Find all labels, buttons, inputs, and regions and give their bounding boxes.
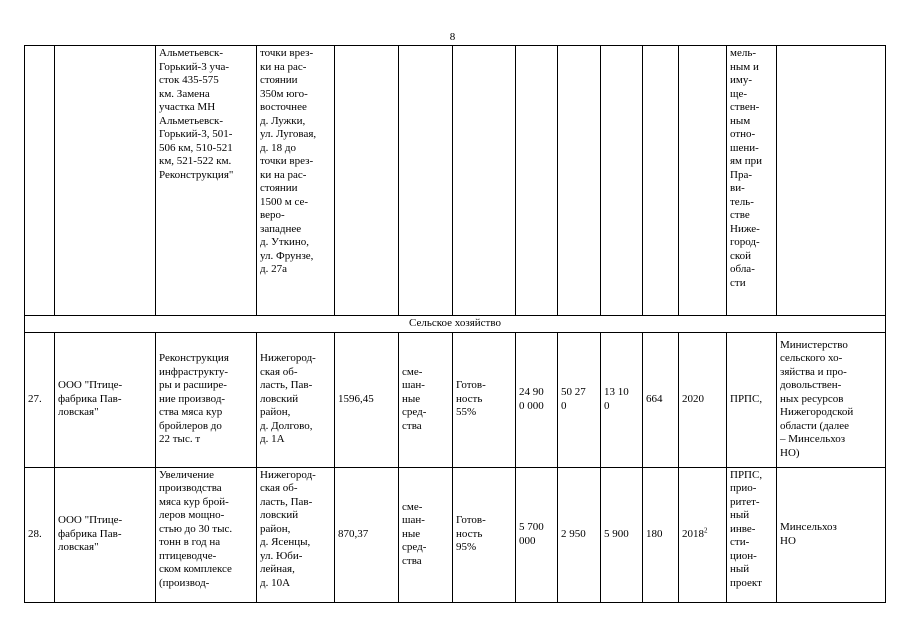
cell-investment: 24 90 0 000 [516,332,558,467]
cell-num [25,46,55,316]
cell-responsible: Минсельхоз НО [777,467,886,602]
cell-project: Реконструкция инфраструкту- ры и расшире- ние производ- ства мяса кур бройлеров до 22 тыс. т [156,332,257,467]
cell-jobs [643,46,679,316]
cell-readiness: Готов- ность 55% [453,332,516,467]
cell-area: 870,37 [335,467,399,602]
cell-value-2: 50 27 0 [558,332,601,467]
cell-funding: сме- шан- ные сред- ства [399,332,453,467]
cell-funding: сме- шан- ные сред- ства [399,467,453,602]
cell-location: Нижегород- ская об- ласть, Пав- ловский район, д. Долгово, д. 1А [257,332,335,467]
cell-value-3: 13 10 0 [601,332,643,467]
year-value: 2020 [682,392,704,405]
page-number: 8 [449,31,456,43]
cell-mechanism: мель- ным и иму- ще- ствен- ным отно- шени- ям при Пра- ви- тель- стве Ниже- город- ской обла- сти [727,46,777,316]
cell-mechanism: ПРПС, прио- ритет- ный инве- сти- цион- ный проект [727,467,777,602]
cell-year [679,332,727,467]
cell-area [335,46,399,316]
cell-responsible [777,46,886,316]
cell-mechanism: ПРПС, [727,332,777,467]
cell-jobs: 664 [643,332,679,467]
cell-value-3 [601,46,643,316]
cell-location: Нижегород- ская об- ласть, Пав- ловский район, д. Ясенцы, ул. Юби- лейная, д. 10А [257,467,335,602]
year-footnote: 2 [704,526,708,535]
cell-investment [516,46,558,316]
cell-readiness: Готов- ность 95% [453,467,516,602]
cell-value-2 [558,46,601,316]
cell-area: 1596,45 [335,332,399,467]
cell-company: ООО "Птице- фабрика Пав- ловская" [55,467,156,602]
cell-num: 28. [25,467,55,602]
cell-location: точки врез- ки на рас- стоянии 350м юго- восточнее д. Лужки, ул. Луговая, д. 18 до точки врез- ки на рас- стоянии 1500 м се- веро- западнее д. Уткино, ул. Фрунзе, д. 27а [257,46,335,316]
cell-year [679,467,727,602]
cell-company: ООО "Птице- фабрика Пав- ловская" [55,332,156,467]
cell-value-3: 5 900 [601,467,643,602]
cell-responsible: Министерство сельского хо- зяйства и про- довольствен- ных ресурсов Нижегородской области (далее – Минсельхоз НО) [777,332,886,467]
table-row [25,467,886,602]
cell-investment: 5 700 000 [516,467,558,602]
cell-year [679,46,727,316]
cell-value-2: 2 950 [558,467,601,602]
table-row [25,46,886,316]
year-value: 2018 [682,527,704,540]
cell-project: Увеличение производства мяса кур брой- леров мощно- стью до 30 тыс. тонн в год на птицеводче- ском комплексе (производ- [156,467,257,602]
cell-company [55,46,156,316]
cell-num: 27. [25,332,55,467]
cell-readiness [453,46,516,316]
section-title: Сельское хозяйство [25,316,886,333]
table-row [25,332,886,467]
cell-jobs: 180 [643,467,679,602]
investment-projects-table [24,45,886,603]
cell-project: Альметьевск- Горький-3 уча- сток 435-575 км. Замена участка МН Альметьевск- Горький-3, 501- 506 км, 510-521 км, 521-522 км. Реконструкция" [156,46,257,316]
section-row [25,316,886,333]
cell-funding [399,46,453,316]
